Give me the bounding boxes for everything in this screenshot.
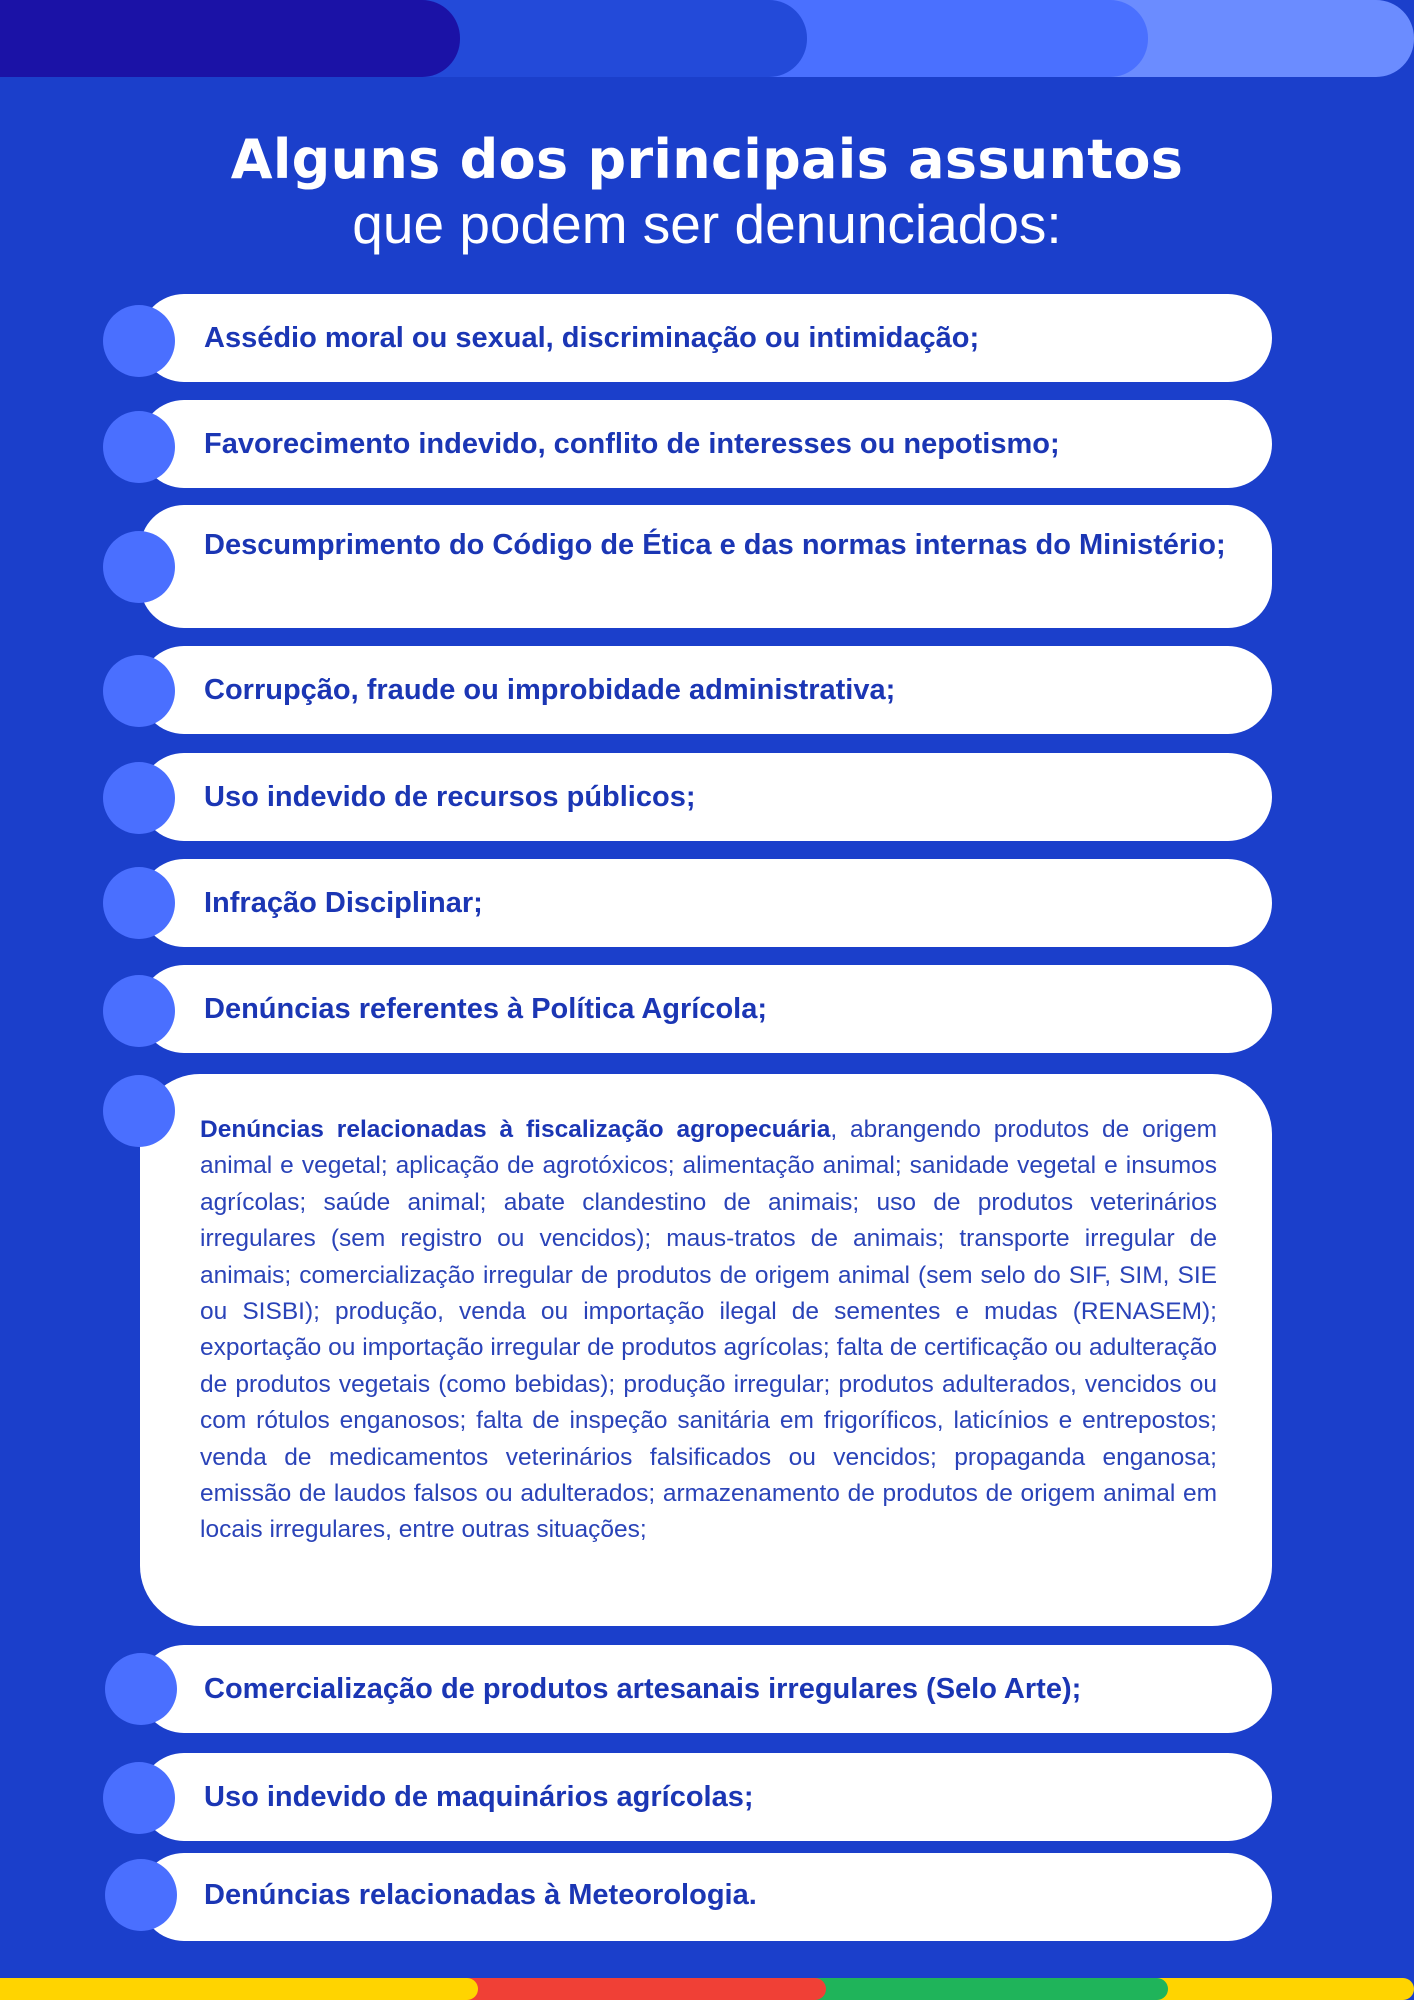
list-item	[140, 753, 1272, 841]
bullet-circle-icon	[103, 531, 175, 603]
list-item-label: Descumprimento do Código de Ética e das normas internas do Ministério;	[204, 529, 1226, 561]
list-item-label: Uso indevido de recursos públicos;	[204, 781, 696, 813]
list-item	[140, 1645, 1272, 1733]
list-item-paragraph-rest: , abrangendo produtos de origem animal e vegetal; aplicação de agrotóxicos; alimentação animal; sanidade vegetal e insumos agrícolas; saúde animal; abate clandestino de animais; uso de produtos veterinários irregulares (sem registro ou vencidos); maus-tratos de animais; transporte irregular de animais; comercialização irregular de produtos de origem animal (sem selo do SIF, SIM, SIE ou SISBI); produção, venda ou importação ilegal de sementes e mudas (RENASEM); exportação ou importação irregular de produtos agrícolas; falta de certificação ou adulteração de produtos vegetais (como bebidas); produção irregular; produtos adulterados, vencidos ou com rótulos enganosos; falta de inspeção sanitária em frigoríficos, laticínios e entrepostos; venda de medicamentos veterinários falsificados ou vencidos; propaganda enganosa; emissão de laudos falsos ou adulterados; armazenamento de produtos de origem animal em locais irregulares, entre outras situações;	[200, 1116, 1217, 1544]
bullet-circle-icon	[103, 867, 175, 939]
list-item-paragraph-bold: Denúncias relacionadas à fiscalização agropecuária	[200, 1116, 831, 1143]
bullet-circle-icon	[103, 655, 175, 727]
bullet-circle-icon	[103, 762, 175, 834]
top-color-bar	[0, 0, 1414, 77]
list-item	[140, 1753, 1272, 1841]
list-item-label: Uso indevido de maquinários agrícolas;	[204, 1781, 754, 1813]
bullet-circle-icon	[105, 1859, 177, 1931]
list-item-label: Denúncias relacionadas à Meteorologia.	[204, 1879, 757, 1911]
list-item-label: Favorecimento indevido, conflito de interesses ou nepotismo;	[204, 428, 1060, 460]
list-item	[140, 859, 1272, 947]
list-item-label: Assédio moral ou sexual, discriminação ou intimidação;	[204, 322, 980, 354]
bullet-circle-icon	[103, 1762, 175, 1834]
page-header	[0, 128, 1414, 256]
bottom-flag-stripe	[0, 1978, 1414, 2000]
bottom-stripe-segment	[0, 1978, 478, 2000]
top-bar-segment	[0, 0, 460, 77]
bullet-circle-icon	[103, 305, 175, 377]
list-item	[140, 965, 1272, 1053]
bullet-circle-icon	[105, 1653, 177, 1725]
list-item	[140, 400, 1272, 488]
list-item-label: Infração Disciplinar;	[204, 887, 483, 919]
bullet-circle-icon	[103, 975, 175, 1047]
page-title: Alguns dos principais assuntos	[230, 128, 1184, 191]
list-item	[140, 294, 1272, 382]
bullet-circle-icon	[103, 1075, 175, 1147]
list-item	[140, 646, 1272, 734]
page-subtitle: que podem ser denunciados:	[352, 193, 1062, 255]
list-item-label: Corrupção, fraude ou improbidade administrativa;	[204, 674, 896, 706]
list-item-detailed	[140, 1074, 1272, 1626]
list-item-label: Comercialização de produtos artesanais irregulares (Selo Arte);	[204, 1673, 1082, 1705]
list-item	[140, 505, 1272, 628]
list-item-label: Denúncias referentes à Política Agrícola;	[204, 993, 768, 1025]
bullet-circle-icon	[103, 411, 175, 483]
list-item-paragraph	[200, 1112, 1217, 1549]
list-item	[140, 1853, 1272, 1941]
